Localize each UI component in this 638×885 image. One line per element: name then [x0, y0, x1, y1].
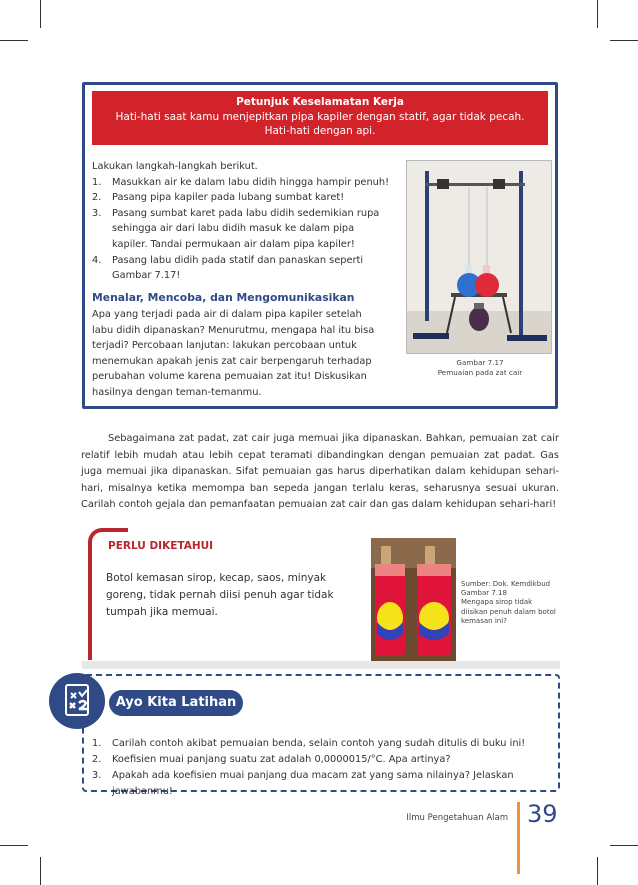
- latihan-number: 3.: [92, 770, 102, 781]
- safety-title: Petunjuk Keselamatan Kerja: [236, 96, 404, 108]
- figure-7-18-photo: [371, 538, 456, 661]
- crop-mark: [0, 845, 28, 846]
- step-text: Masukkan air ke dalam labu didih hingga hampir penuh!: [112, 176, 390, 188]
- step-item: [92, 190, 392, 206]
- exercise-icon: [49, 673, 105, 729]
- step-number: 2.: [92, 192, 102, 204]
- figure-description: Pemuaian pada zat cair: [437, 368, 523, 377]
- steps-list: [92, 175, 392, 284]
- crop-mark: [597, 857, 598, 885]
- lab-apparatus-illustration: [407, 161, 552, 354]
- safety-line: Hati-hati dengan api.: [264, 125, 376, 137]
- step-item: [92, 253, 392, 284]
- latihan-number: 2.: [92, 754, 102, 765]
- figure-source: Sumber: Dok. Kemdikbud: [461, 580, 551, 588]
- steps-intro: Lakukan langkah-langkah berikut.: [92, 161, 258, 172]
- perlu-title: PERLU DIKETAHUI: [108, 540, 214, 552]
- menalar-title: Menalar, Mencoba, dan Mengomunikasikan: [92, 291, 355, 304]
- figure-number: Gambar 7.18: [461, 589, 507, 598]
- crop-mark: [610, 845, 638, 846]
- page-number: 39: [527, 800, 558, 828]
- step-number: 4.: [92, 254, 102, 266]
- figure-question: Mengapa sirop tidak diisikan penuh dalam botol kemasan ini?: [461, 598, 556, 625]
- step-text: Pasang labu didih pada statif dan panaskan seperti Gambar 7.17!: [112, 254, 364, 282]
- figure-7-17-photo: [406, 160, 552, 354]
- perlu-text: Botol kemasan sirop, kecap, saos, minyak goreng, tidak pernah diisi penuh agar tidak tumpah jika memuai.: [106, 572, 334, 618]
- figure-number: Gambar 7.17: [456, 358, 504, 367]
- safety-line: Hati-hati saat kamu menjepitkan pipa kapiler dengan statif, agar tidak pecah.: [115, 111, 525, 123]
- safety-banner: [92, 91, 548, 145]
- step-text: Pasang pipa kapiler pada lubang sumbat karet!: [112, 192, 345, 204]
- step-item: [92, 206, 392, 253]
- divider-bar: [82, 661, 560, 669]
- latihan-text: Carilah contoh akibat pemuaian benda, selain contoh yang sudah ditulis di buku ini!: [112, 738, 526, 749]
- latihan-item: [92, 736, 552, 752]
- step-number: 1.: [92, 176, 102, 188]
- crop-mark: [597, 0, 598, 28]
- latihan-text: Apakah ada koefisien muai panjang dua macam zat yang sama nilainya? Jelaskan jawabanmu!: [112, 770, 514, 797]
- latihan-list: [92, 736, 552, 800]
- syrup-bottles-illustration: [371, 538, 456, 661]
- body-paragraph: [81, 431, 559, 514]
- steps-section: [92, 159, 392, 284]
- latihan-item: [92, 768, 552, 800]
- latihan-number: 1.: [92, 738, 102, 749]
- crop-mark: [40, 0, 41, 28]
- latihan-text: Koefisien muai panjang suatu zat adalah 0,0000015/°C. Apa artinya?: [112, 754, 451, 765]
- step-text: Pasang sumbat karet pada labu didih sedemikian rupa sehingga air dari labu didih masuk ke dalam pipa kapiler. Tandai permukaan air dalam pipa kapiler!: [112, 207, 380, 250]
- step-number: 3.: [92, 207, 102, 219]
- footer-divider: [517, 802, 520, 874]
- paragraph-text: Sebagaimana zat padat, zat cair juga memuai jika dipanaskan. Bahkan, pemuaian zat cair relatif lebih mudah atau lebih cepat teramati dibandingkan dengan pemuaian zat padat. Gas juga memuai jika dipanaskan. Sifat pemuaian gas harus diperhatikan dalam kehidupan sehari-hari, misalnya ketika memompa ban sepeda jangan terlalu keras, seharusnya sesuai ukuran. Carilah contoh gejala dan pemanfaatan pemuaian zat cair dan gas dalam kehidupan sehari-hari!: [81, 433, 559, 510]
- figure-7-17-caption: [400, 358, 560, 378]
- step-item: [92, 175, 392, 191]
- footer-subject: Ilmu Pengetahuan Alam: [406, 813, 508, 823]
- latihan-item: [92, 752, 552, 768]
- crop-mark: [40, 857, 41, 885]
- crop-mark: [0, 40, 28, 41]
- crop-mark: [610, 40, 638, 41]
- latihan-title: Ayo Kita Latihan: [109, 690, 243, 716]
- menalar-text: Apa yang terjadi pada air di dalam pipa kapiler setelah labu didih dipanaskan? Menurutmu, mengapa hal itu bisa terjadi? Percobaan lanjutan: lakukan percobaan untuk menemukan apakah jenis zat cair berpengaruh terhadap perubahan volume karena pemuaian zat itu! Diskusikan hasilnya dengan teman-temanmu.: [92, 309, 375, 398]
- figure-7-18-caption: [461, 580, 557, 626]
